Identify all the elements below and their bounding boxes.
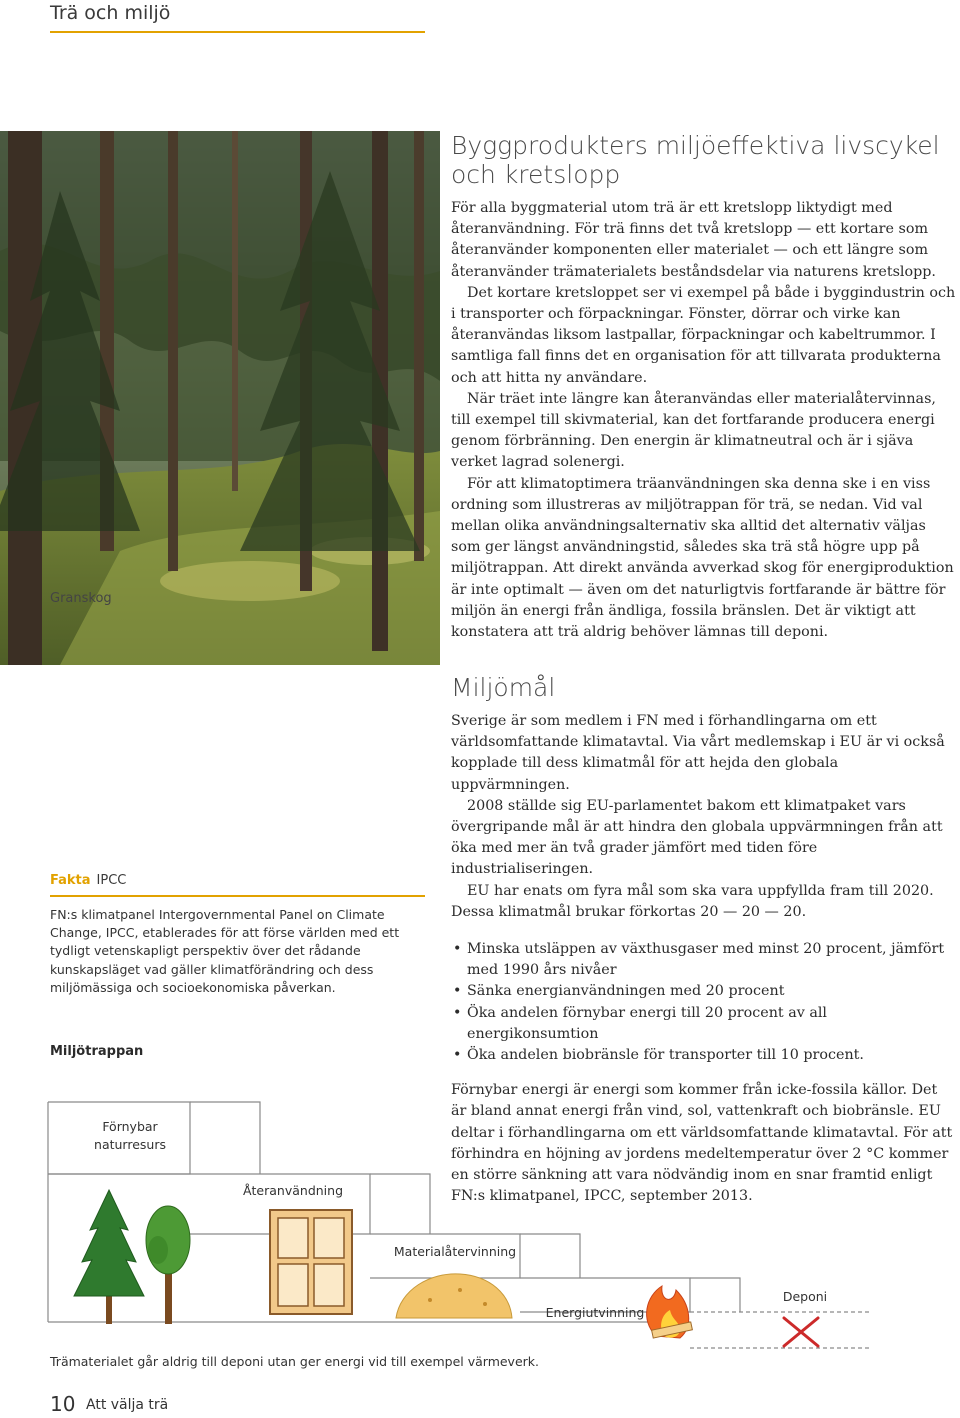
paragraph: För alla byggmaterial utom trä är ett kretslopp liktydigt med återanvändning. För trä finns det två kretslopp — ett kortare som återanvänder komponenten eller materialet — och ett längre som återanvänder trämaterialets beståndsdelar via naturens kretslopp. — [451, 200, 936, 280]
forest-illustration — [0, 131, 440, 665]
fakta-label: Fakta — [50, 873, 91, 888]
section-divider — [50, 31, 425, 33]
list-item: • Öka andelen biobränsle för transporter till 10 procent. — [451, 1045, 956, 1066]
article-main — [451, 131, 956, 643]
article-title: Miljömål — [451, 673, 556, 702]
list-item: • Öka andelen förnybar energi till 20 procent av all energikonsumtion — [451, 1003, 956, 1045]
article-title: Byggprodukters miljöeffektiva livscykel och kretslopp — [451, 131, 940, 189]
step-label-fornybar: Förnybar naturresurs — [94, 1119, 166, 1152]
paragraph: EU har enats om fyra mål som ska vara uppfyllda fram till 2020. Dessa klimatmål brukar förkortas 20 — 20 — 20. — [451, 882, 934, 920]
page-number: 10 — [50, 1392, 76, 1416]
fakta-name: IPCC — [96, 873, 127, 888]
step-label-energiutvinning: Energiutvinning — [545, 1305, 645, 1320]
step-label-materialatervinning: Materialåtervinning — [393, 1244, 517, 1259]
spruce-tree-icon — [74, 1190, 144, 1324]
list-item: • Minska utsläppen av växthusgaser med minst 20 procent, jämfört med 1990 års nivåer — [451, 939, 956, 981]
article-body — [451, 198, 956, 643]
section-title: Trä och miljö — [50, 2, 171, 24]
paragraph: När träet inte längre kan återanvändas eller materialåtervinnas, till exempel till skivmaterial, kan det fortfarande producera energi genom förbränning. Den energin är klimatneutral och är i sjäva verket lagrad solenergi. — [451, 390, 936, 471]
paragraph: Det kortare kretsloppet ser vi exempel på både i byggindustrin och i transporter och förpackningar. Fönster, dörrar och virke kan återanvändas liksom lastpallar, förpackningar och kabeltrummor. I samtliga fall finns det en organisation för att tillvarata produkterna och att hitta ny användare. — [451, 284, 956, 386]
deponi-cross-icon — [784, 1318, 818, 1346]
paragraph: 2008 ställde sig EU-parlamentet bakom ett klimatpaket vars övergripande mål är att hindra den globala uppvärmningen från att öka med mer än två grader jämfört med tiden före industrialiseringen. — [451, 797, 943, 878]
deciduous-tree-icon — [146, 1206, 190, 1324]
photo-caption: Granskog — [50, 591, 112, 606]
figure-caption: Trämaterialet går aldrig till deponi utan ger energi vid till exempel värmeverk. — [50, 1354, 539, 1369]
window-icon — [270, 1210, 352, 1314]
step-label-ateranvandning: Återanvändning — [242, 1183, 344, 1198]
paragraph: Sverige är som medlem i FN med i förhandlingarna om ett världsomfattande klimatavtal. Via vårt medlemskap i EU är vi också kopplade till dess klimatmål för att hejda den globala uppvärmningen. — [451, 713, 945, 793]
step-label-deponi: Deponi — [782, 1289, 828, 1304]
goal-list — [451, 939, 956, 1066]
publication-title: Att välja trä — [86, 1397, 169, 1413]
paragraph: Förnybar energi är energi som kommer från icke-fossila källor. Det är bland annat energi från vind, sol, vattenkraft och biobränsle. EU deltar i förhandlingarna om ett världsomfattande klimatavtal. För att förhindra en höjning av jordens medeltemperatur över 2 °C kommer en större sänkning att vara nödvändig inom en snar framtid enligt FN:s klimatpanel, IPCC, september 2013. — [451, 1082, 953, 1205]
fire-icon — [647, 1286, 693, 1338]
fakta-divider — [50, 895, 425, 897]
paragraph: För att klimatoptimera träanvändningen ska denna ske i en viss ordning som illustreras av miljötrappan för trä, se nedan. Vid val mellan olika användningsalternativ ska alltid det alternativ väljas som ger längst användningstid, således ska trä stå högre upp på miljötrappan. Att direkt använda avverkad skog för energiproduktion är inte optimalt — även om det naturligtvis fortfarande är bättre för miljön än energi från ändliga, fossila bränslen. Det är viktigt att konstatera att trä aldrig behöver lämnas till deponi. — [451, 475, 954, 641]
figure-title: Miljötrappan — [50, 1044, 144, 1059]
forest-photo — [0, 131, 440, 665]
list-item: • Sänka energianvändningen med 20 procent — [451, 981, 956, 1002]
wood-chips-icon — [396, 1274, 512, 1318]
fakta-text: FN:s klimatpanel Intergovernmental Panel on Climate Change, IPCC, etablerades för att förse världen med ett tydligt vetenskapligt perspektiv över det rådande kunskapsläget vad gäller klimatförändring och dess miljömässiga och socioekonomiska påverkan. — [50, 907, 400, 995]
fakta-heading — [50, 873, 126, 888]
